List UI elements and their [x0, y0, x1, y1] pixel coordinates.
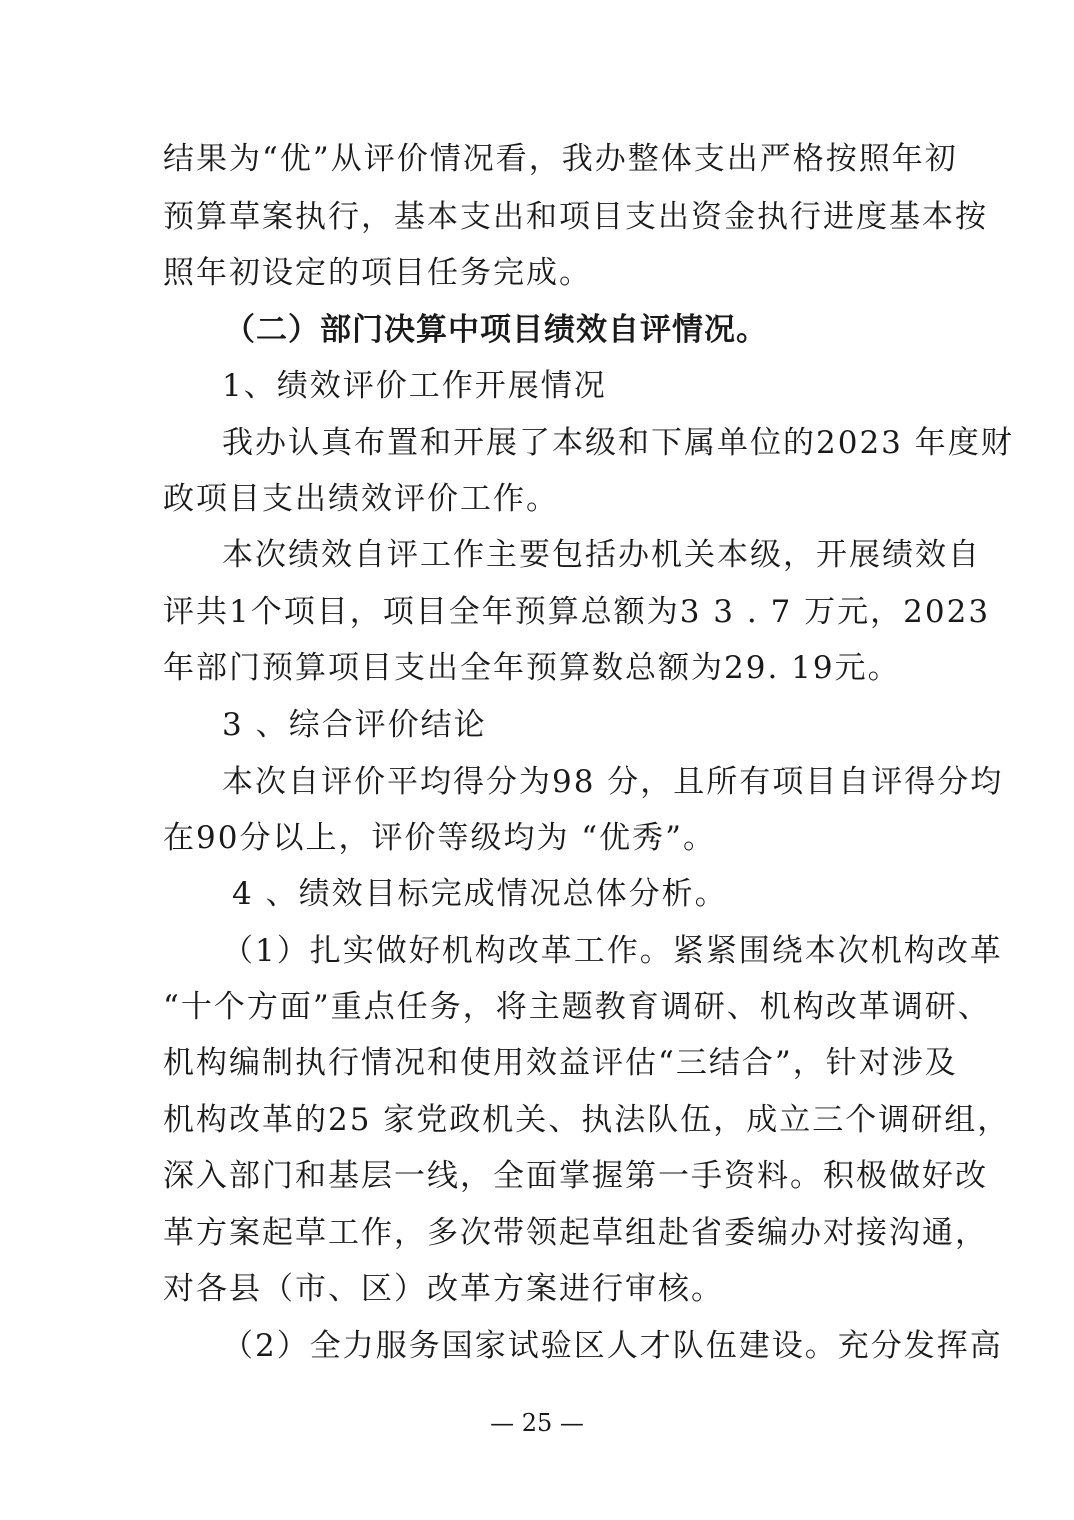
- text-line: 本次自评价平均得分为98 分，且所有项目自评得分均: [222, 764, 1004, 800]
- text-line: 深入部门和基层一线，全面掌握第一手资料。积极做好改: [163, 1158, 988, 1194]
- subsection-heading: 1、绩效评价工作开展情况: [222, 368, 607, 404]
- text-line: 年部门预算项目支出全年预算数总额为29. 19元。: [163, 650, 901, 686]
- subsection-heading: 3 、综合评价结论: [222, 707, 487, 743]
- section-heading: （二）部门决算中项目绩效自评情况。: [224, 312, 768, 348]
- text-line: 预算草案执行，基本支出和项目支出资金执行进度基本按: [163, 199, 988, 235]
- text-line: 政项目支出绩效评价工作。: [163, 481, 559, 517]
- text-line: “十个方面”重点任务，将主题教育调研、机构改革调研、: [163, 989, 991, 1025]
- text-line: 机构编制执行情况和使用效益评估“三结合”，针对涉及: [163, 1045, 958, 1081]
- text-line: 评共1个项目，项目全年预算总额为3 3 . 7 万元，2023: [163, 594, 991, 630]
- text-line: 本次绩效自评工作主要包括办机关本级，开展绩效自: [222, 537, 981, 573]
- text-line: 我办认真布置和开展了本级和下属单位的2023 年度财: [222, 425, 1014, 461]
- text-line: （2）全力服务国家试验区人才队伍建设。充分发挥高: [222, 1328, 1003, 1364]
- text-line: 在90分以上，评价等级均为 “优秀”。: [163, 820, 716, 856]
- text-line: 结果为“优”从评价情况看，我办整体支出严格按照年初: [163, 141, 958, 177]
- subsection-heading: 4 、绩效目标完成情况总体分析。: [232, 876, 728, 912]
- text-line: 革方案起草工作，多次带领起草组赴省委编办对接沟通，: [163, 1215, 988, 1251]
- text-line: 对各县（市、区）改革方案进行审核。: [163, 1271, 724, 1307]
- page-number: — 25 —: [490, 1409, 584, 1437]
- text-line: 机构改革的25 家党政机关、执法队伍，成立三个调研组，: [163, 1102, 1011, 1138]
- text-line: （1）扎实做好机构改革工作。紧紧围绕本次机构改革: [222, 933, 1003, 969]
- text-line: 照年初设定的项目任务完成。: [163, 255, 592, 291]
